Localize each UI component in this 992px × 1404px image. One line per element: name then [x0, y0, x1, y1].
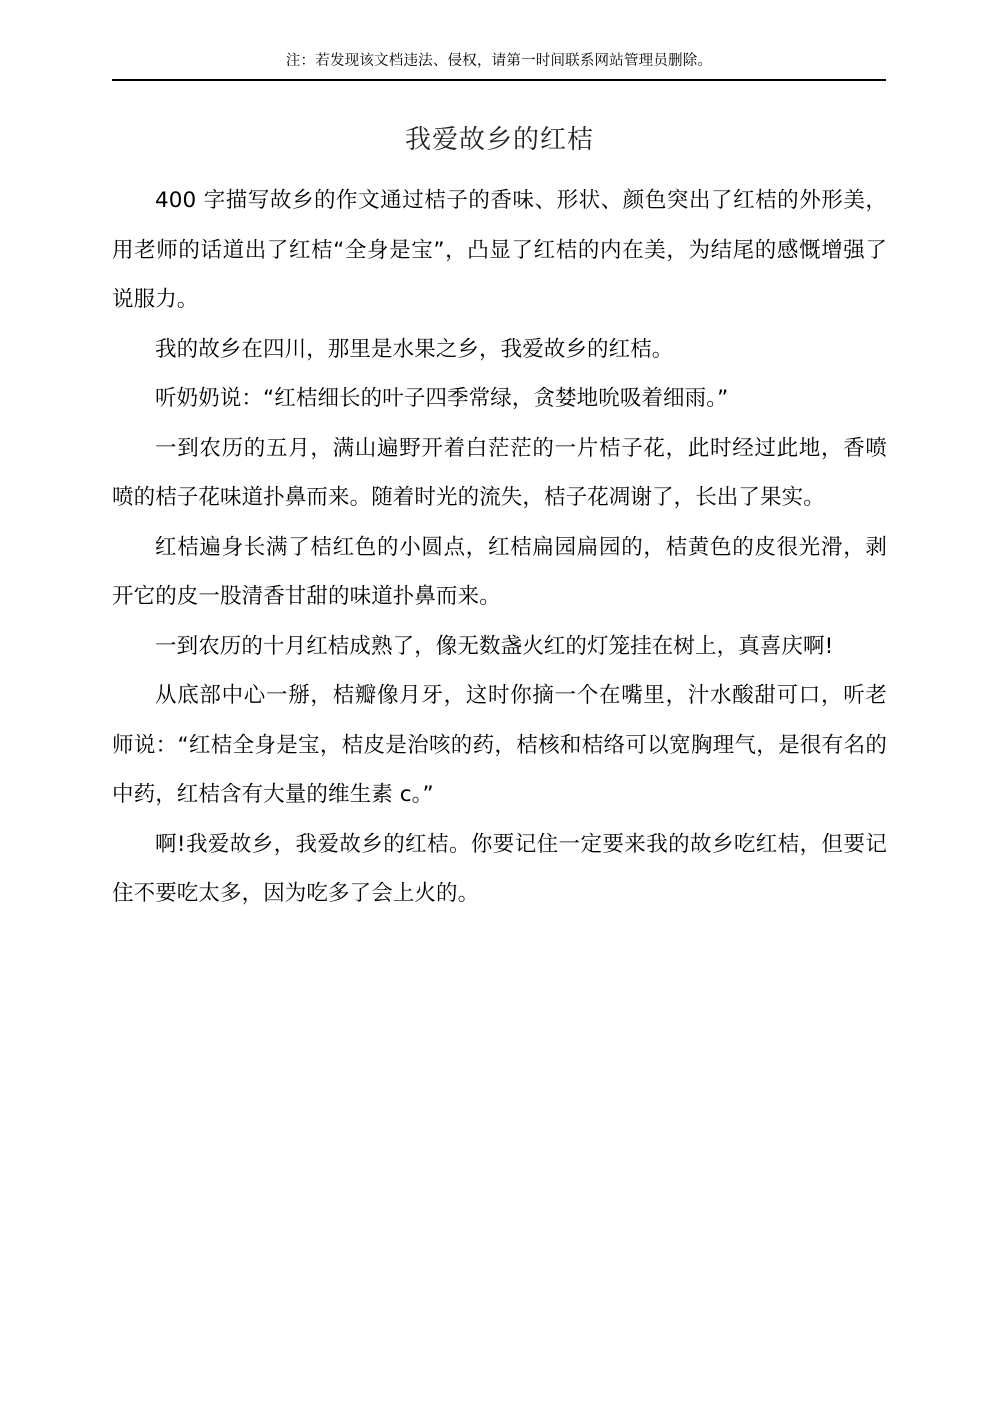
page-title: 我爱故乡的红桔: [404, 125, 594, 155]
paragraph: 我的故乡在四川，那里是水果之乡，我爱故乡的红桔。: [155, 336, 674, 362]
copyright-notice: 注：若发现该文档违法、侵权，请第一时间联系网站管理员删除。: [285, 53, 713, 69]
paragraph: 400 字描写故乡的作文通过桔子的香味、形状、颜色突出了红桔的外形美，用老师的话道出了红桔“全身是宝”，凸显了红桔的内在美，为结尾的感慨增强了说服力。: [112, 188, 887, 312]
paragraph: 红桔遍身长满了桔红色的小圆点，红桔扁园扁园的，桔黄色的皮很光滑，剥开它的皮一股清香甘甜的味道扑鼻而来。: [112, 534, 887, 609]
header-divider: [112, 79, 886, 81]
paragraph: 从底部中心一掰，桔瓣像月牙，这时你摘一个在嘴里，汁水酸甜可口，听老师说：“红桔全身是宝，桔皮是治咳的药，桔核和桔络可以宽胸理气，是很有名的中药，红桔含有大量的维生素 c。”: [112, 683, 887, 807]
paragraph: 一到农历的五月，满山遍野开着白茫茫的一片桔子花，此时经过此地，香喷喷的桔子花味道扑鼻而来。随着时光的流失，桔子花凋谢了，长出了果实。: [112, 435, 887, 510]
paragraph: 一到农历的十月红桔成熟了，像无数盏火红的灯笼挂在树上，真喜庆啊!: [155, 633, 834, 659]
paragraph: 听奶奶说：“红桔细长的叶子四季常绿，贪婪地吮吸着细雨。”: [155, 386, 729, 411]
paragraph: 啊!我爱故乡，我爱故乡的红桔。你要记住一定要来我的故乡吃红桔，但要记住不要吃太多，因为吃多了会上火的。: [112, 831, 887, 906]
document-body: [112, 118, 887, 919]
